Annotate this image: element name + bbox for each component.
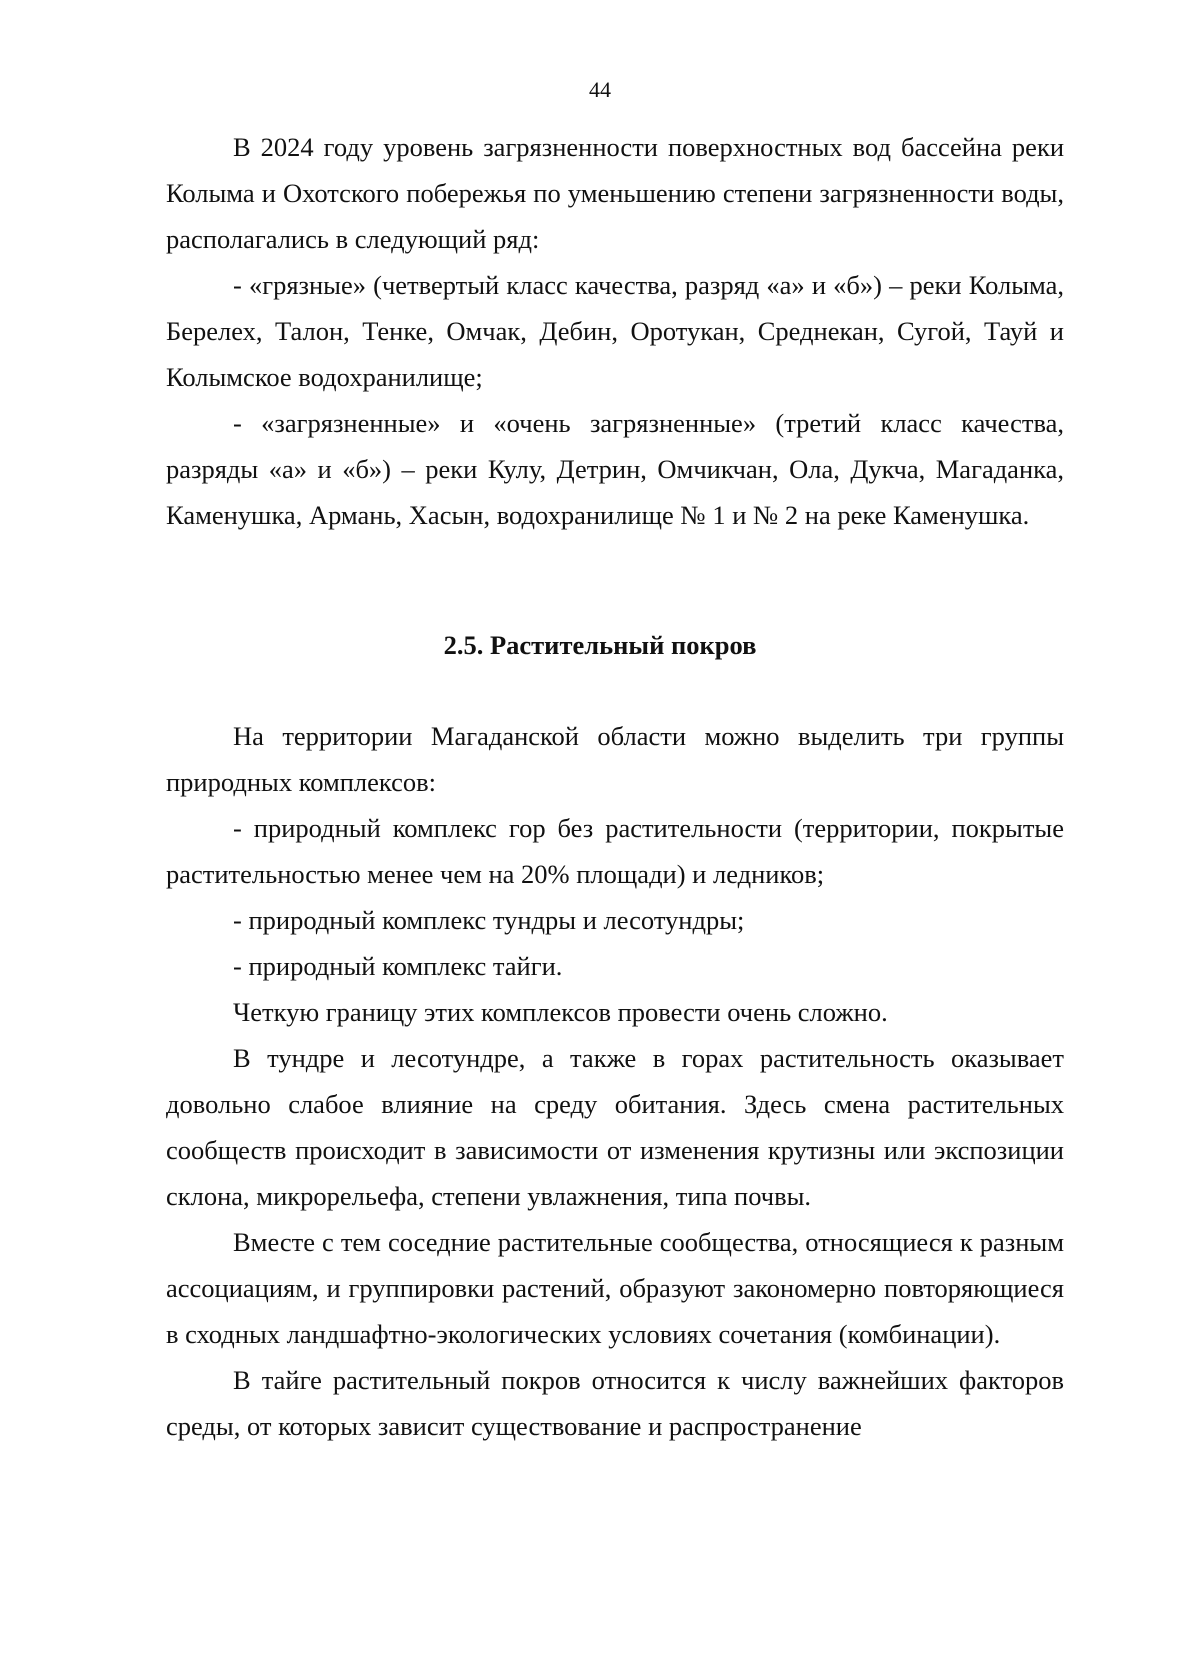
list-item-taiga: - природный комплекс тайги.: [233, 951, 563, 981]
taiga-paragraph: В тайге растительный покров относится к числу важнейших факторов среды, от которых зависит существование и распространение: [166, 1365, 1064, 1441]
vegetation-section: [166, 713, 1064, 1449]
list-item-tundra: - природный комплекс тундры и лесотундры;: [233, 905, 745, 935]
list-item-polluted-rivers: - «загрязненные» и «очень загрязненные» (третий класс качества, разряды «а» и «б») – реки Кулу, Детрин, Омчикчан, Ола, Дукча, Магаданка, Каменушка, Армань, Хасын, водохранилище № 1 и № 2 на реке Каменушка.: [166, 408, 1064, 530]
tundra-influence-paragraph: В тундре и лесотундре, а также в горах растительность оказывает довольно слабое влияние на среду обитания. Здесь смена растительных сообществ происходит в зависимости от изменения крутизны или экспозиции склона, микрорельефа, степени увлажнения, типа почвы.: [166, 1043, 1064, 1211]
list-item-dirty-rivers: - «грязные» (четвертый класс качества, разряд «а» и «б») – реки Колыма, Берелех, Талон, Тенке, Омчак, Дебин, Оротукан, Среднекан, Сугой, Тауй и Колымское водохранилище;: [166, 270, 1064, 392]
water-quality-paragraph: В 2024 году уровень загрязненности поверхностных вод бассейна реки Колыма и Охотского побережья по уменьшению степени загрязненности воды, располагались в следующий ряд:: [166, 132, 1064, 254]
list-item-mountains: - природный комплекс гор без растительности (территории, покрытые растительностью менее чем на 20% площади) и ледников;: [166, 813, 1064, 889]
page-number: 44: [589, 77, 611, 102]
vegetation-intro-paragraph: На территории Магаданской области можно выделить три группы природных комплексов:: [166, 721, 1064, 797]
water-quality-section: [166, 124, 1064, 538]
plant-communities-paragraph: Вместе с тем соседние растительные сообщества, относящиеся к разным ассоциациям, и группировки растений, образуют закономерно повторяющиеся в сходных ландшафтно-экологических условиях сочетания (комбинации).: [166, 1227, 1064, 1349]
boundary-paragraph: Четкую границу этих комплексов провести очень сложно.: [233, 997, 888, 1027]
section-heading: 2.5. Растительный покров: [443, 630, 757, 660]
